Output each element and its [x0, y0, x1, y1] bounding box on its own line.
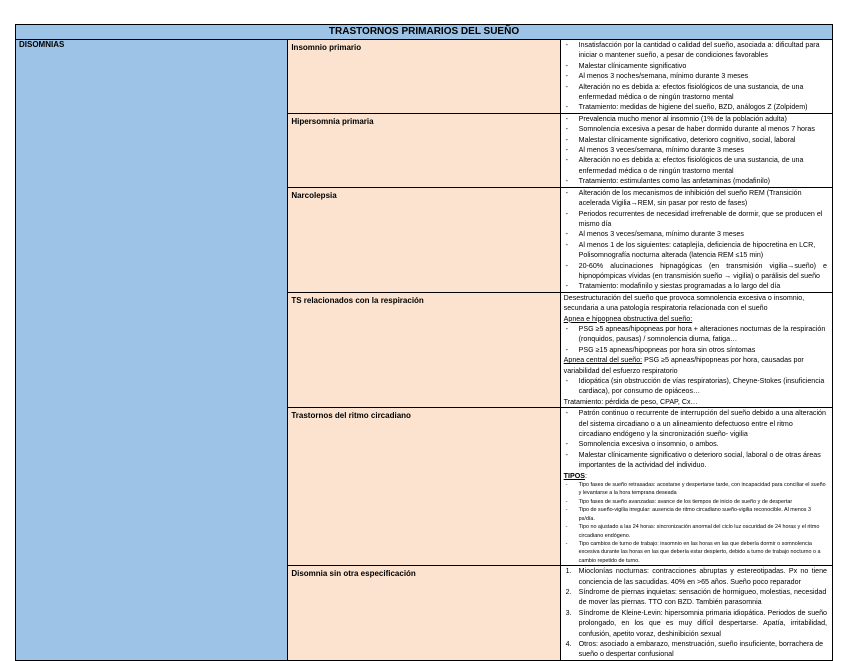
disorder-details-circadiano — [560, 408, 832, 566]
subsection-title: Apnea e hipopnea obstructiva del sueño: — [563, 314, 693, 323]
intro-text: Desestructuración del sueño que provoca somnolencia excesiva o insomnio, secundaria a una patología respiratoria relacionada con el sueño — [563, 293, 805, 313]
list-item: - Tipo fases de sueño retrasadas: acostarse y despertarse tarde, con incapacidad para conciliar el sueño y levantarse a la hora temprana deseada — [564, 481, 827, 498]
list-item: - PSG ≥5 apneas/hipopneas por hora + alteraciones nocturnas de la respiración (ronquidos, pausas) / somnolencia diurna, fatiga… — [564, 324, 827, 345]
disorder-details-insomnio — [560, 40, 832, 114]
tipos-heading — [564, 471, 827, 481]
list-item: - Tratamiento: modafinilo y siestas programadas a lo largo del día — [564, 281, 827, 291]
list-item: - Idiopática (sin obstrucción de vías respiratorias), Cheyne-Stokes (insuficiencia cardiaca), por consumo de opiáceos… — [564, 376, 827, 397]
numbered-item: 2. Síndrome de piernas inquietas: sensación de hormigueo, molestias, necesidad de mover las piernas. TTO con BZD. También parasomnia — [565, 587, 827, 607]
category-cell: DISOMNIAS — [16, 40, 288, 661]
list-item: - Tipo no ajustado a las 24 horas: sincronización anormal del ciclo luz oscuridad de 24 horas y el ritmo circadiano endógeno. — [564, 523, 827, 540]
list-item: - Periodos recurrentes de necesidad irrefrenable de dormir, que se producen el mismo día — [564, 209, 827, 230]
treatment-text: Tratamiento: pérdida de peso, CPAP, Cx… — [563, 397, 698, 406]
list-item: - 20-60% alucinaciones hipnagógicas (en transmisión vigilia→sueño) e hipnopómpicas vívidas (en transmisión sueño → vigilia) o parálisis del sueño — [564, 261, 827, 282]
list-item: - Al menos 1 de los siguientes: cataplejía, deficiencia de hipocretina en LCR, Polisomnografía nocturna alterada (latencia REM ≤15 min) — [564, 240, 827, 261]
disorder-details-otra — [560, 566, 832, 661]
list-item: - Tipo fases de sueño avanzadas: avance de los tiempos de inicio de sueño y de despertar — [564, 498, 827, 506]
tipos-title: TIPOS — [563, 471, 585, 480]
numbered-item: 4. Otros: asociado a embarazo, menstruación, sueño insuficiente, borrachera de sueño o despertar confusional — [565, 639, 824, 659]
table-title: TRASTORNOS PRIMARIOS DEL SUEÑO — [16, 25, 833, 40]
list-item: - Tipo de sueño-vigilia irregular: ausencia de ritmo circadiano sueño-vigilia reconocible. Al menos 3 ps/día. — [564, 506, 827, 523]
disorder-name-otra: Disomnia sin otra especificación — [288, 566, 560, 661]
numbered-item: 3. Síndrome de Kleine-Levin: hipersomnia primaria idiopática. Periodos de sueño prolongado, en los que es muy difícil despertarse. Apatía, irritabilidad, confusión, apetito voraz, deshinibición sexual — [565, 608, 827, 638]
disorder-details-respiracion — [560, 292, 832, 407]
list-item: - Insatisfacción por la cantidad o calidad del sueño, asociada a: dificultad para iniciar o mantener sueño, a pesar de condiciones favorables — [564, 40, 827, 61]
disorder-name-respiracion: TS relacionados con la respiración — [288, 292, 560, 407]
list-item: - Somnolencia excesiva o insomnio, o ambos. — [564, 439, 827, 449]
subsection-line — [564, 355, 827, 376]
disorder-name-narcolepsia: Narcolepsia — [288, 187, 560, 292]
list-item: - Al menos 3 veces/semana, mínimo durante 3 meses — [564, 229, 827, 239]
list-item: - Tratamiento: medidas de higiene del sueño, BZD, análogos Z (Zolpidem) — [564, 102, 827, 112]
subsection-title: Apnea central del sueño: — [563, 356, 643, 365]
list-item: - Al menos 3 noches/semana, mínimo durante 3 meses — [564, 71, 827, 81]
list-item: - PSG ≥15 apneas/hipopneas por hora sin otros síntomas — [564, 345, 827, 355]
list-item: - Tratamiento: estimulantes como las anfetaminas (modafinilo) — [564, 176, 827, 186]
disorder-details-narcolepsia — [560, 187, 832, 292]
disorder-name-circadiano: Trastornos del ritmo circadiano — [288, 408, 560, 566]
list-item: - Somnolencia excesiva a pesar de haber dormido durante al menos 7 horas — [564, 124, 827, 134]
list-item: - Alteración de los mecanismos de inhibición del sueño REM (Transición acelerada Vigilia→REM, sin pasar por resto de fases) — [564, 188, 827, 209]
list-item: - Malestar clínicamente significativo o deterioro social, laboral o de otras áreas importantes de la actividad del individuo. — [564, 450, 827, 471]
numbered-item: 1. Mioclonías nocturnas: contracciones abruptas y estereotipadas. Px no tiene conciencia de las sacudidas. 40% en >65 años. Sueño poco reparador — [565, 567, 827, 586]
list-item: - Alteración no es debida a: efectos fisiológicos de una sustancia, de una enfermedad médica o de ningún trastorno mental — [564, 155, 827, 176]
tipos-colon: : — [584, 471, 587, 480]
list-item: - Tipo cambios de turno de trabajo: insomnio en las horas en las que debería dormir o somnolencia excesiva durante las horas en las que debería estar despierto, debido a turno de trabajo nocturno o a cambio repetido de turno. — [564, 540, 827, 565]
subsection-text: PSG ≥5 apneas/hipopneas por hora, causadas por variabilidad del esfuerzo respiratorio — [563, 356, 804, 375]
sleep-disorders-table — [15, 24, 833, 661]
disorder-details-hipersomnia — [560, 113, 832, 187]
list-item: - Alteración no es debida a: efectos fisiológicos de una sustancia, de una enfermedad médica o de ningún trastorno mental — [564, 82, 827, 103]
list-item: - Patrón continuo o recurrente de interrupción del sueño debido a una alteración del sistema circadiano o a un alineamiento defectuoso entre el ritmo circadiano endógeno y la sincronización sueño- vigilia — [564, 408, 827, 439]
list-item: - Malestar clínicamente significativo — [564, 61, 827, 71]
list-item: - Al menos 3 veces/semana, mínimo durante 3 meses — [564, 145, 827, 155]
list-item: - Prevalencia mucho menor al insomnio (1% de la población adulta) — [564, 114, 827, 124]
disorder-name-insomnio: Insomnio primario — [288, 40, 560, 114]
list-item: - Malestar clínicamente significativo, deterioro cognitivo, social, laboral — [564, 135, 827, 145]
table-row-insomnio — [16, 40, 833, 114]
disorder-name-hipersomnia: Hipersomnia primaria — [288, 113, 560, 187]
